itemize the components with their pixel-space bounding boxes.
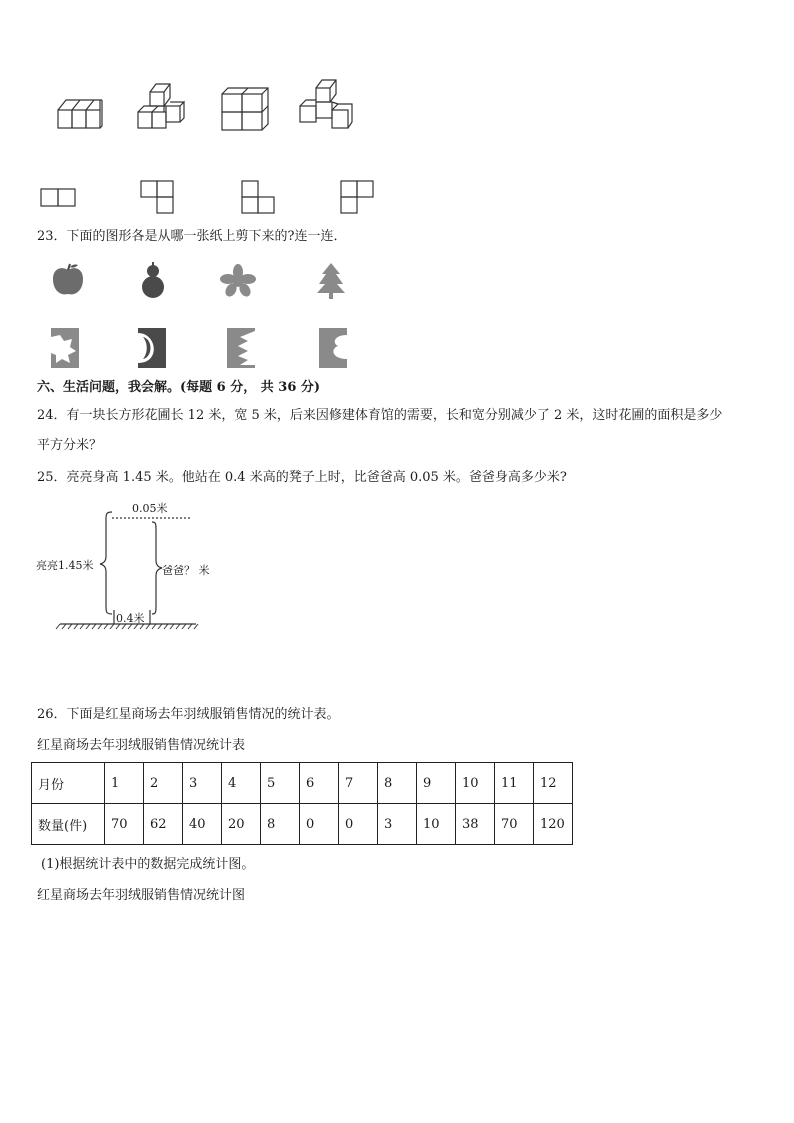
section-6-title: 六、生活问题，我会解。(每题 6 分， 共 36 分) xyxy=(37,380,321,395)
sub-question-1: (1)根据统计表中的数据完成统计图。 xyxy=(41,857,255,872)
table-cell-month: 12 xyxy=(534,763,573,804)
view-shape-1 xyxy=(40,187,78,209)
table-cell-quantity: 20 xyxy=(222,804,261,845)
apple-shape-icon xyxy=(50,262,86,298)
paper-blob-cut xyxy=(318,327,348,369)
table-cell-month: 1 xyxy=(105,763,144,804)
paper-leaf-cut xyxy=(50,327,80,369)
view-shape-3 xyxy=(241,180,281,216)
table-cell-month: 10 xyxy=(456,763,495,804)
table-cell-quantity: 8 xyxy=(261,804,300,845)
table-row-months xyxy=(32,763,573,804)
cube-solid-2 xyxy=(136,80,188,132)
diagram-label-right: 爸爸？ 米 xyxy=(162,564,210,577)
table-cell-month: 2 xyxy=(144,763,183,804)
table-cell-quantity: 70 xyxy=(105,804,144,845)
diagram-label-left: 亮亮1.45米 xyxy=(36,559,94,572)
question-25: 25．亮亮身高 1.45 米。他站在 0.4 米高的凳子上时，比爸爸高 0.05 米。爸爸身高多少米? xyxy=(37,470,567,485)
flower-shape-icon xyxy=(220,264,256,298)
question-26: 26．下面是红星商场去年羽绒服销售情况的统计表。 xyxy=(37,707,340,722)
table-cell-quantity: 0 xyxy=(339,804,378,845)
table-cell-month: 3 xyxy=(183,763,222,804)
table-cell-quantity: 40 xyxy=(183,804,222,845)
chart-title: 红星商场去年羽绒服销售情况统计图 xyxy=(37,888,246,903)
gourd-shape-icon xyxy=(137,262,169,300)
diagram-label-top: 0.05米 xyxy=(132,502,168,515)
sales-table xyxy=(31,762,573,845)
view-shape-2 xyxy=(140,180,180,216)
table-cell-month: 4 xyxy=(222,763,261,804)
view-shape-4 xyxy=(340,180,380,216)
table-row-quantity xyxy=(32,804,573,845)
table-cell-month: 11 xyxy=(495,763,534,804)
paper-zigzag-cut xyxy=(226,327,256,369)
table-cell-quantity: 62 xyxy=(144,804,183,845)
height-diagram xyxy=(36,498,226,634)
question-24-line-1: 24．有一块长方形花圃长 12 米，宽 5 米，后来因修建体育馆的需要，长和宽分别减少了 2 米，这时花圃的面积是多少 xyxy=(37,408,723,423)
table-cell-month: 9 xyxy=(417,763,456,804)
cube-solid-3 xyxy=(220,86,270,132)
table-header-quantity: 数量(件) xyxy=(32,804,105,845)
table-cell-month: 8 xyxy=(378,763,417,804)
cube-solid-1 xyxy=(56,92,104,132)
table-cell-month: 5 xyxy=(261,763,300,804)
table-title: 红星商场去年羽绒服销售情况统计表 xyxy=(37,738,246,753)
question-24-line-2: 平方分米？ xyxy=(37,438,103,453)
cube-solid-4 xyxy=(298,76,354,132)
table-cell-quantity: 10 xyxy=(417,804,456,845)
table-cell-quantity: 3 xyxy=(378,804,417,845)
table-cell-quantity: 70 xyxy=(495,804,534,845)
table-cell-quantity: 38 xyxy=(456,804,495,845)
table-cell-month: 7 xyxy=(339,763,378,804)
table-header-month: 月份 xyxy=(32,763,105,804)
table-cell-quantity: 120 xyxy=(534,804,573,845)
paper-moon-cut xyxy=(137,327,167,369)
tree-shape-icon xyxy=(316,262,346,300)
table-cell-month: 6 xyxy=(300,763,339,804)
question-23: 23．下面的图形各是从哪一张纸上剪下来的?连一连． xyxy=(37,229,347,244)
diagram-label-bottom: 0.4米 xyxy=(116,612,145,625)
table-cell-quantity: 0 xyxy=(300,804,339,845)
